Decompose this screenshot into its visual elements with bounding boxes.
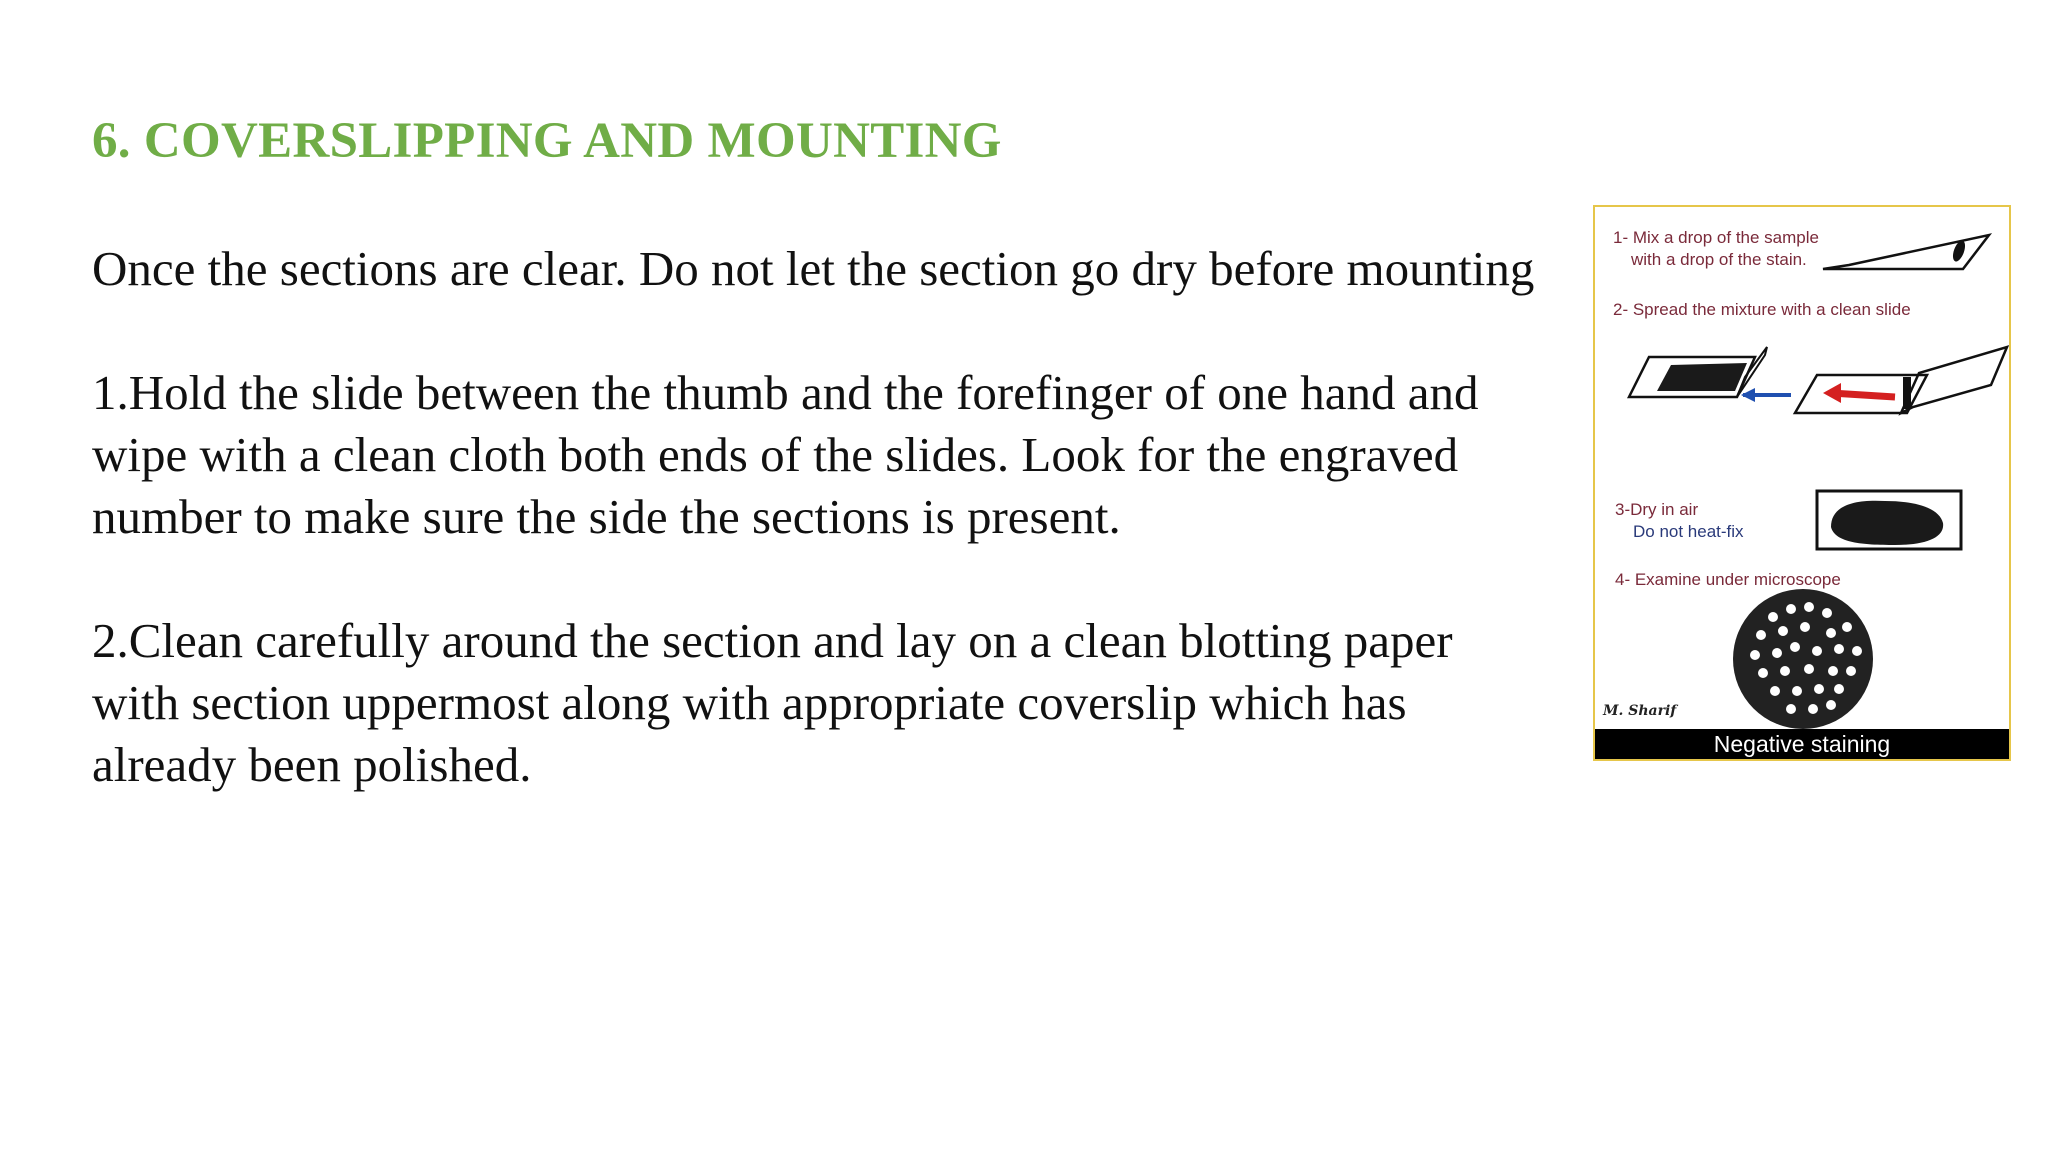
spreader-edge bbox=[1903, 377, 1911, 409]
step3-label-line1: 3-Dry in air bbox=[1615, 500, 1699, 519]
paragraph-step-2: 2.Clean carefully around the section and lay on a clean blotting paper with section uppermost along with appropriate coverslip which has already been polished. bbox=[92, 613, 1453, 792]
author-signature: M. Sharif bbox=[1603, 703, 1677, 719]
step3-label-line2: Do not heat-fix bbox=[1633, 522, 1744, 541]
blue-arrow-head-icon bbox=[1741, 388, 1755, 402]
negative-staining-figure bbox=[1593, 205, 2011, 761]
slide-title: 6. COVERSLIPPING AND MOUNTING bbox=[92, 113, 1002, 169]
figure-caption: Negative staining bbox=[1595, 729, 2009, 759]
staining-diagram bbox=[1595, 207, 2009, 729]
step1-label-line1: 1- Mix a drop of the sample bbox=[1613, 228, 1819, 247]
angled-slide-icon bbox=[1901, 347, 2007, 413]
slide-body bbox=[92, 238, 1542, 858]
step2-label: 2- Spread the mixture with a clean slide bbox=[1613, 300, 1911, 319]
smear-area bbox=[1657, 363, 1747, 391]
step1-slide-icon bbox=[1823, 235, 1989, 269]
red-arrow-head-icon bbox=[1823, 383, 1841, 403]
step4-label: 4- Examine under microscope bbox=[1615, 570, 1841, 589]
paragraph-step-1: 1.Hold the slide between the thumb and the forefinger of one hand and wipe with a clean cloth both ends of the slides. Look for the engraved number to make sure the side the sections is present. bbox=[92, 365, 1479, 544]
dried-smear bbox=[1831, 501, 1943, 545]
step1-label-line2: with a drop of the stain. bbox=[1631, 250, 1807, 269]
paragraph-intro: Once the sections are clear. Do not let the section go dry before mounting bbox=[92, 241, 1535, 296]
